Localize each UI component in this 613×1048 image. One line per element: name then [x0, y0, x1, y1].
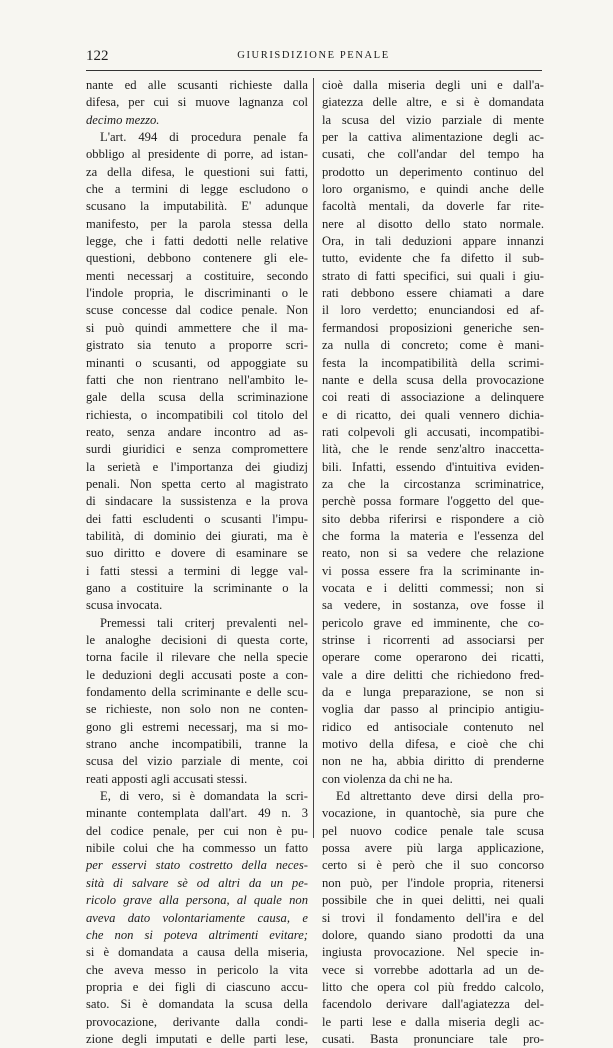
text-line: strinse i ricorrenti ad associarsi per	[322, 633, 544, 647]
text-line: per esservi stato costretto della neces-	[86, 858, 308, 873]
text-line: ingiusta provocazione. Nel specie in-	[322, 945, 544, 960]
text-line: da e lunga preparazione, se non si	[322, 685, 544, 700]
left-column	[86, 77, 308, 1048]
text-line: se richieste, non solo non ne conten-	[86, 702, 308, 717]
text-line: che a termini di legge escludono o	[86, 182, 308, 197]
text-line: sità di salvare sè od altri da un pe-	[86, 875, 308, 890]
running-title: GIURISDIZIONE PENALE	[237, 50, 390, 61]
text-line: Premessi tali criterj prevalenti nel-	[100, 615, 308, 630]
text-line: di sindacare la sussistenza e la prova	[86, 494, 308, 509]
text-line: operare come operarono dei ricatti,	[322, 650, 544, 665]
text-line: che forma la materia e l'essenza del	[322, 528, 544, 543]
text-line: scusa invocata.	[86, 598, 163, 613]
text-line: L'art. 494 di procedura penale fa	[100, 130, 308, 145]
text-line: dei fatti escludenti o scusanti l'impu-	[86, 511, 308, 526]
text-line: le analoghe decisioni di questa corte,	[86, 633, 308, 647]
text-line: loro organismo, e quindi anche delle	[322, 182, 544, 197]
text-line: vi possa essere fra la scriminante in-	[322, 563, 544, 578]
text-line: scusa del vizio parziale di mente, coi	[86, 754, 308, 769]
text-line: del codice penale, per cui non è pu-	[86, 823, 308, 838]
text-line: coi reati di associazione a delinquere	[322, 390, 544, 405]
text-line: minanti o scusanti, od appoggiate su	[86, 355, 308, 370]
column-divider	[313, 78, 314, 838]
text-line: non può, per l'indole propria, ritenersi	[322, 875, 544, 890]
text-line: lità, che le rende senz'altro inaccetta-	[322, 442, 544, 457]
text-line: tutto, evidente che fa difetto il sub-	[322, 251, 544, 266]
text-line: cioè dalla miseria degli uni e dall'a-	[322, 78, 544, 92]
text-line: sito debba riferirsi e rispondere a ciò	[322, 511, 544, 526]
text-line: nante ed alle scusanti richieste dalla	[86, 78, 308, 92]
text-line: gono gli estremi necessarj, ma si mo-	[86, 719, 308, 734]
text-line: legge, che i fatti dedotti nelle relative	[86, 234, 308, 249]
text-line: vocazione, in quantochè, sia pure che	[322, 806, 544, 821]
text-line: facendolo derivare dall'agiatezza del-	[322, 997, 544, 1012]
text-line: difesa, per cui si muove lagnanza col	[86, 95, 308, 110]
text-line: dolore, quando siano prodotti da una	[322, 927, 544, 942]
text-line: provocazione, derivante dalla condi-	[86, 1014, 308, 1029]
text-line: possa avere più larga applicazione,	[322, 841, 544, 856]
text-line: giatezza delle altre, e si è domandata	[322, 95, 544, 110]
text-line: E, di vero, si è domandata la scri-	[100, 789, 308, 804]
text-line: fatti che non rientrano nell'ambito le-	[86, 372, 308, 387]
text-line: sato. Si è domandata la scusa della	[86, 997, 308, 1012]
text-line: gistrato sia tenuto a proporre scri-	[86, 338, 308, 353]
text-line: gano a costituire la scriminante o la	[86, 580, 308, 595]
text-line: strano anche incompatibili, tranne la	[86, 737, 308, 752]
text-line: perchè possa formare l'oggetto del que-	[322, 494, 544, 509]
text-line: le deduzioni degli accusati poste a con-	[86, 667, 308, 682]
text-line: che aveva messo in pericolo la vita	[86, 962, 308, 977]
text-line: za della difesa, le questioni sui fatti,	[86, 164, 308, 179]
text-line: litto che opera col più freddo calcolo,	[322, 979, 544, 994]
text-line: surdi giuridici e senza compromettere	[86, 442, 308, 457]
text-line: strato di fatti specifici, sui quali i giu-	[322, 268, 544, 283]
text-line: motivo della difesa, e cioè che chi	[322, 737, 544, 752]
text-line: obbligo al presidente di porre, ad istan-	[86, 147, 308, 162]
right-column	[322, 77, 544, 1048]
text-line: fermandosi proposizioni generiche sen-	[322, 320, 544, 335]
text-line: il loro verdetto; enunciandosi ed af-	[322, 303, 544, 318]
text-line: la scusa del vizio parziale di mente	[322, 112, 544, 127]
text-line: pericolo grave ed imminente, che co-	[322, 615, 544, 630]
text-line: minante contemplata dall'art. 49 n. 3	[86, 806, 308, 821]
text-line: bili. Infatti, essendo d'intuitiva eviden-	[322, 459, 544, 474]
text-line: prodotto un deperimento continuo del	[322, 164, 544, 179]
text-line: voglia dar passo al principio antigiu-	[322, 702, 544, 717]
text-line: i fatti stessi a termini di legge val-	[86, 563, 308, 578]
text-line: za nulla di concreto; come è mani-	[322, 338, 544, 353]
text-line: nante e della scusa della provocazione	[322, 372, 544, 387]
text-line: cusati, che coll'andar del tempo ha	[322, 147, 544, 162]
text-line: Ora, in tali deduzioni appare innanzi	[322, 234, 544, 249]
text-line: richiesta, o incompatibili col titolo del	[86, 407, 308, 422]
text-line: za che la circostanza scriminatrice,	[322, 476, 544, 491]
text-line: la serietà e l'importanza dei giudizj	[86, 459, 308, 474]
text-line: questioni, debbono contenere gli ele-	[86, 251, 308, 266]
text-line: aveva dato volontariamente causa, e	[86, 910, 308, 925]
text-line: suo diritto e dovere di esaminare se	[86, 546, 308, 561]
text-line: tabilità, di dominio dei giurati, ma è	[86, 528, 308, 543]
text-line: vece si vorrebbe adottarla ad un de-	[322, 962, 544, 977]
text-line: Ed altrettanto deve dirsi della pro-	[336, 789, 544, 804]
text-line: pel nuovo codice penale tale scusa	[322, 823, 544, 838]
text-line: vale a dire delitti che richiedono fred-	[322, 667, 544, 682]
header-rule	[86, 70, 542, 71]
text-line: menti necessarj a costituire, secondo	[86, 268, 308, 283]
text-line: l'indole propria, le discriminanti o le	[86, 286, 308, 301]
text-line: sa vedere, in sostanza, ove fosse il	[322, 598, 544, 613]
text-line: si è domandata a causa della miseria,	[86, 945, 308, 960]
text-line: scusano la imputabilità. E' adunque	[86, 199, 308, 214]
text-line: non ne ha, abbia diritto di prenderne	[322, 754, 544, 769]
text-line: festa la incompatibilità della scrimi-	[322, 355, 544, 370]
text-line: si può quindi ammettere che il ma-	[86, 320, 308, 335]
text-line: nere al disotto dello stato normale.	[322, 216, 544, 231]
page-header	[86, 48, 541, 66]
text-line: le parti lese e dalla miseria degli ac-	[322, 1014, 544, 1029]
text-line: reati apposti agli accusati stessi.	[86, 771, 248, 786]
text-line: penali. Non spetta certo al magistrato	[86, 476, 308, 491]
text-line: cusati. Basta pronunciare tale pro-	[322, 1031, 544, 1046]
text-line: decimo mezzo.	[86, 112, 160, 127]
text-line: rati debbono essere chiamati a dare	[322, 286, 544, 301]
text-line: vocata e i delitti commessi; non si	[322, 580, 544, 595]
text-line: si trovi il fondamento dell'ira e del	[322, 910, 544, 925]
page-number: 122	[86, 48, 109, 64]
text-line: torna facile il rilevare che nella specie	[86, 650, 308, 665]
text-line: per la cattiva alimentazione degli ac-	[322, 130, 544, 145]
text-line: reato, non si sa vedere che relazione	[322, 546, 544, 561]
text-line: rati colpevoli gli accusati, incompatibi-	[322, 424, 544, 439]
text-line: e di ricatto, dei quali vennero dichia-	[322, 407, 544, 422]
text-line: facoltà mentali, da doverle far rite-	[322, 199, 544, 214]
text-line: reato, senza andare incontro ad as-	[86, 424, 308, 439]
text-line: ricolo grave alla persona, al quale non	[86, 893, 308, 908]
text-line: che non si poteva altrimenti evitare;	[86, 927, 308, 942]
text-line: certo si è però che il suo concorso	[322, 858, 544, 873]
text-line: manifesto, per la parola stessa della	[86, 216, 308, 231]
text-line: nibile colui che ha commesso un fatto	[86, 841, 308, 856]
text-line: zione degli imputati e delle parti lese,	[86, 1031, 308, 1046]
text-line: gale della scusa della scriminazione	[86, 390, 308, 405]
text-line: con violenza da chi ne ha.	[322, 771, 453, 786]
text-line: propria e dei figli di ciascuno accu-	[86, 979, 308, 994]
text-line: ridico ed antisociale contenuto nel	[322, 719, 544, 734]
text-line: possibile che in quei delitti, nei quali	[322, 893, 544, 908]
text-line: fondamento della scriminante e delle scu-	[86, 685, 308, 700]
text-line: scuse concesse dal codice penale. Non	[86, 303, 308, 318]
